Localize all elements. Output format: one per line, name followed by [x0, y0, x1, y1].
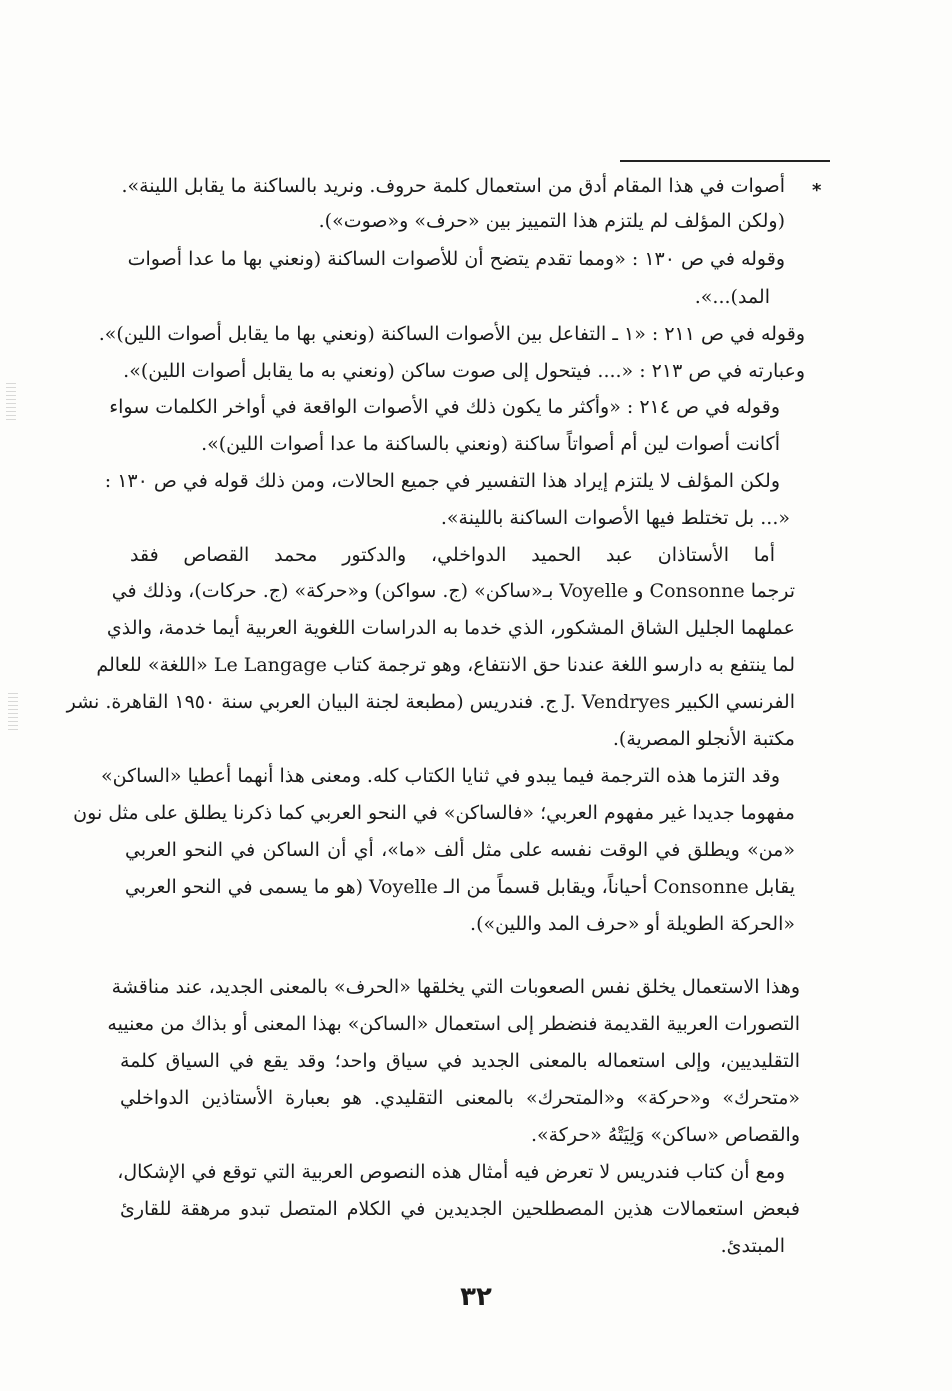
footnote-line: أكانت أصوات لين أم أصواتاً ساكنة (ونعني بالساكنة ما عدا أصوات اللين)».	[201, 433, 780, 455]
body-line: والقصاص «ساكن» وَلِيَتْهُ «حركة».	[530, 1124, 800, 1146]
body-line: «من» ويطلق في الوقت نفسه على مثل ألف «ما»، أي أن الساكن في النحو العربي	[125, 839, 795, 861]
body-line: مكتبة الأنجلو المصرية).	[612, 728, 795, 750]
footnote-marker: *	[812, 180, 822, 201]
footnote-line: (ولكن المؤلف لم يلتزم هذا التمييز بين «حرف» و«صوت»).	[318, 210, 785, 232]
body-line: أما الأستاذان عبد الحميد الدواخلي، والدكتور محمد القصاص فقد	[130, 544, 775, 566]
body-line: عملهما الجليل الشاق المشكور، الذي خدما به الدراسات اللغوية العربية أيما خدمة، والذي	[106, 617, 795, 639]
footnote-line: وعبارته في ص ٢١٣ : «.... فيتحول إلى صوت ساكن (ونعني به ما يقابل أصوات اللين)».	[123, 360, 805, 382]
scan-artifact	[8, 690, 18, 730]
body-line: المبتدئ.	[720, 1235, 785, 1257]
body-line: وقد التزما هذه الترجمة فيما يبدو في ثنايا الكتاب كله. ومعنى هذا أنهما أعطيا «الساكن»	[100, 765, 780, 787]
scan-artifact	[6, 380, 16, 420]
body-line: فبعض استعمالات هذين المصطلحين الجديدين في الكلام المتصل تبدو مرهقة للقارئ	[120, 1198, 800, 1220]
body-line: «الحركة الطويلة أو «حرف المد واللين»).	[470, 913, 795, 935]
body-line: لما ينتفع به دارسو اللغة عندنا حق الانتفاع، وهو ترجمة كتاب Le Langage «اللغة» للعالم	[96, 654, 795, 676]
body-line: ترجما Consonne و Voyelle بـ«ساكن» (ج. سواكن) و«حركة» (ج. حركات)، وذلك في	[111, 580, 795, 602]
footnote-line: وقوله في ص ٢١١ : «١ ـ التفاعل بين الأصوات الساكنة (ونعني بها ما يقابل أصوات اللين)».	[98, 323, 805, 345]
body-line: ومع أن كتاب فندريس لا تعرض فيه أمثال هذه النصوص العربية التي توقع في الإشكال،	[117, 1161, 785, 1183]
footnote-line: المد)...».	[694, 286, 770, 308]
body-line: يقابل Consonne أحياناً، ويقابل قسماً من الـ Voyelle (هو ما يسمى في النحو العربي	[124, 876, 795, 898]
footnote-line: وقوله في ص ٢١٤ : «وأكثر ما يكون ذلك في الأصوات الواقعة في أواخر الكلمات سواء	[109, 396, 780, 418]
footnote-line: ولكن المؤلف لا يلتزم إيراد هذا التفسير في جميع الحالات، ومن ذلك قوله في ص ١٣٠ :	[104, 470, 780, 492]
body-line: «متحرك» و«حركة» و«المتحرك» بالمعنى التقليدي. هو بعبارة الأستاذين الدواخلي	[120, 1087, 800, 1109]
body-line: التصورات العربية القديمة فنضطر إلى استعمال «الساكن» بهذا المعنى أو بذاك من معنييه	[107, 1013, 800, 1035]
footnote-line: أصوات في هذا المقام أدق من استعمال كلمة حروف. ونريد بالساكنة ما يقابل اللينة».	[121, 175, 785, 197]
footnote-rule	[620, 160, 830, 162]
body-line: التقليديين، وإلى استعماله بالمعنى الجديد في سياق واحد؛ وقد يقع في السياق كلمة	[120, 1050, 800, 1072]
page-number: ٣٢	[460, 1282, 492, 1312]
footnote-line: وقوله في ص ١٣٠ : «ومما تقدم يتضح أن للأصوات الساكنة (ونعني بها ما عدا أصوات	[127, 248, 785, 270]
body-line: مفهوما جديدا غير مفهوم العربي؛ «فالساكن» في النحو العربي كما ذكرنا يطلق على مثل نون	[73, 802, 795, 824]
footnote-line: «... بل تختلط فيها الأصوات الساكنة باللينة».	[440, 507, 790, 529]
body-line: الفرنسي الكبير J. Vendryes ج. فندريس (مطبعة لجنة البيان العربي سنة ١٩٥٠ القاهرة. نشر	[66, 691, 795, 713]
body-line: وهذا الاستعمال يخلق نفس الصعوبات التي يخلقها «الحرف» بالمعنى الجديد، عند مناقشة	[111, 976, 800, 998]
